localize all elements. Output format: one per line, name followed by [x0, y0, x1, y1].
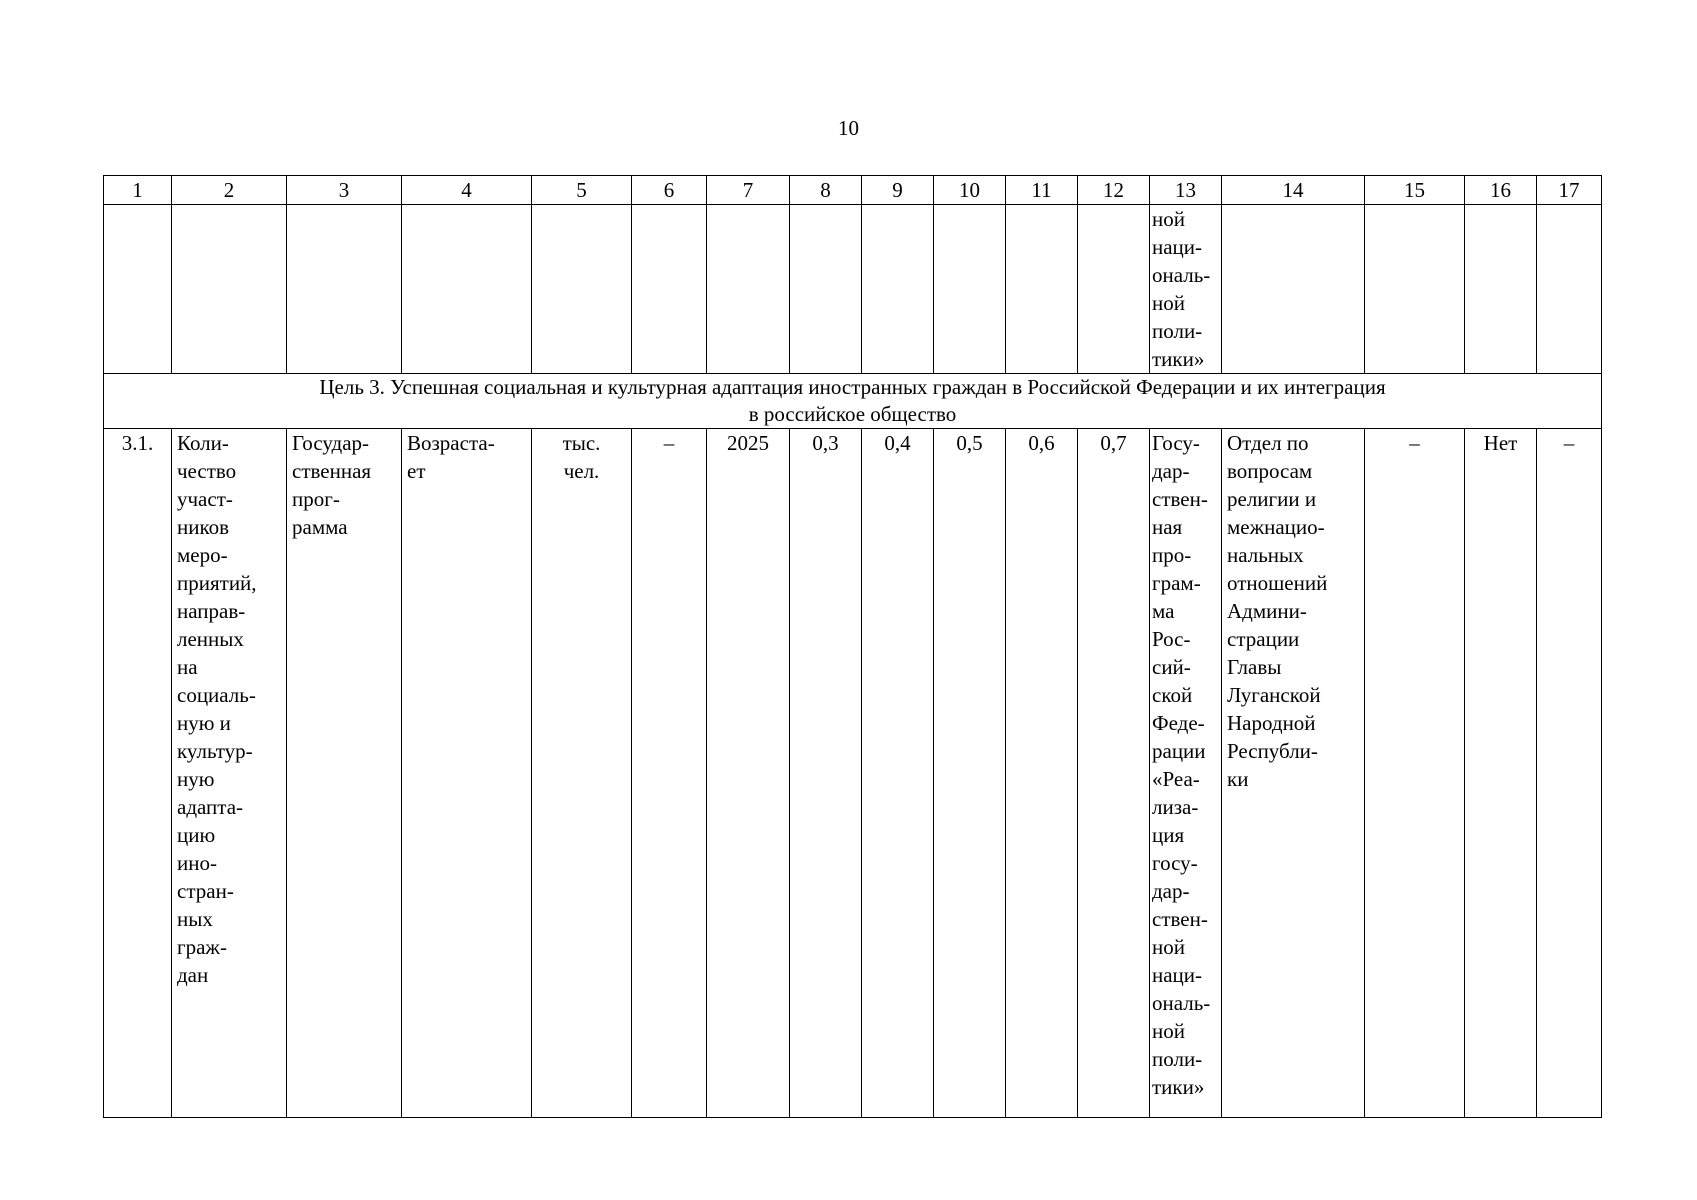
text-line: Народной: [1227, 711, 1316, 735]
text-line: дар-: [1152, 879, 1190, 903]
table-cell: [104, 205, 172, 374]
responsible-body: [1222, 429, 1365, 1118]
column-number: 14: [1222, 176, 1365, 205]
text-line: страции: [1227, 627, 1300, 651]
text-line: госу-: [1152, 851, 1198, 875]
text-line: меро-: [177, 543, 228, 567]
indicator-type: [287, 429, 402, 1118]
table-cell: [287, 205, 402, 374]
column-number: 17: [1537, 176, 1602, 205]
column-number: 4: [402, 176, 532, 205]
text-line: ная: [1152, 515, 1183, 539]
text-line: ствен-: [1152, 907, 1208, 931]
value-col12: 0,7: [1078, 429, 1150, 1118]
text-line: ленных: [177, 627, 244, 651]
column-number: 9: [862, 176, 934, 205]
text-line: ма: [1152, 599, 1175, 623]
text-line: ональ-: [1152, 991, 1211, 1015]
value-col16: Нет: [1465, 429, 1537, 1118]
column-number: 7: [707, 176, 790, 205]
text-line: ствен-: [1152, 487, 1208, 511]
text-line: социаль-: [177, 683, 256, 707]
table-cell: [934, 205, 1006, 374]
table-cell: [862, 205, 934, 374]
goal-line-1: Цель 3. Успешная социальная и культурная адаптация иностранных граждан в Российской Федерации и их интеграция: [319, 375, 1386, 399]
text-line: грам-: [1152, 571, 1201, 595]
text-line: дар-: [1152, 459, 1190, 483]
table-row: [104, 429, 1602, 1118]
text-line: ной: [1152, 935, 1185, 959]
continuation-document-cell: [1150, 205, 1222, 374]
indicator-unit: [532, 429, 632, 1118]
text-line: рамма: [292, 515, 348, 539]
text-line: рации: [1152, 739, 1206, 763]
text-line: прог-: [292, 487, 340, 511]
base-value: –: [632, 429, 707, 1118]
text-line: ственная: [292, 459, 372, 483]
column-number: 2: [172, 176, 287, 205]
table-cell: [1465, 205, 1537, 374]
text-line: отношений: [1227, 571, 1328, 595]
value-col15: –: [1365, 429, 1465, 1118]
value-col17: –: [1537, 429, 1602, 1118]
text-line: Луганской: [1227, 683, 1321, 707]
text-line: поли-: [1152, 1047, 1203, 1071]
continuation-row: [104, 205, 1602, 374]
indicators-table: [103, 175, 1602, 1118]
table-cell: [1222, 205, 1365, 374]
value-col10: 0,5: [934, 429, 1006, 1118]
text-line: Республи-: [1227, 739, 1318, 763]
text-line: чество: [177, 459, 237, 483]
text-line: Главы: [1227, 655, 1282, 679]
document-reference: [1150, 429, 1222, 1118]
text-line: межнацио-: [1227, 515, 1325, 539]
text-line: ет: [407, 459, 426, 483]
value-col8: 0,3: [790, 429, 862, 1118]
text-line: ников: [177, 515, 230, 539]
column-number: 1: [104, 176, 172, 205]
table-cell: [790, 205, 862, 374]
table-cell: [172, 205, 287, 374]
indicator-number: 3.1.: [104, 429, 172, 1118]
column-number: 11: [1006, 176, 1078, 205]
column-number: 10: [934, 176, 1006, 205]
text-line: приятий,: [177, 571, 257, 595]
indicator-trend: [402, 429, 532, 1118]
text-line: чел.: [563, 459, 600, 483]
column-number: 12: [1078, 176, 1150, 205]
column-number-row: [104, 176, 1602, 205]
text-line: тики»: [1152, 347, 1205, 371]
text-line: Возраста-: [407, 431, 495, 455]
goal-row: [104, 374, 1602, 429]
text-line: религии и: [1227, 487, 1317, 511]
text-line: «Реа-: [1152, 767, 1200, 791]
table-cell: [532, 205, 632, 374]
table-cell: [632, 205, 707, 374]
text-line: нальных: [1227, 543, 1304, 567]
base-year: 2025: [707, 429, 790, 1118]
text-line: стран-: [177, 879, 234, 903]
text-line: Отдел по: [1227, 431, 1309, 455]
column-number: 8: [790, 176, 862, 205]
column-number: 5: [532, 176, 632, 205]
table-cell: [707, 205, 790, 374]
text-line: лиза-: [1152, 795, 1199, 819]
column-number: 6: [632, 176, 707, 205]
goal-heading: [104, 374, 1602, 429]
text-line: ную: [177, 767, 215, 791]
value-col11: 0,6: [1006, 429, 1078, 1118]
text-line: про-: [1152, 543, 1192, 567]
text-line: Коли-: [177, 431, 229, 455]
text-line: вопросам: [1227, 459, 1313, 483]
text-line: адапта-: [177, 795, 244, 819]
goal-line-2: в российское общество: [748, 402, 957, 426]
column-number: 13: [1150, 176, 1222, 205]
text-line: цию: [177, 823, 216, 847]
text-line: сий-: [1152, 655, 1191, 679]
indicator-name: [172, 429, 287, 1118]
text-line: тики»: [1152, 1075, 1205, 1099]
text-line: ную и: [177, 711, 231, 735]
column-number: 16: [1465, 176, 1537, 205]
text-line: ональ-: [1152, 263, 1211, 287]
text-line: на: [177, 655, 198, 679]
text-line: граж-: [177, 935, 227, 959]
value-col9: 0,4: [862, 429, 934, 1118]
text-line: ки: [1227, 767, 1249, 791]
column-number: 15: [1365, 176, 1465, 205]
text-line: дан: [177, 963, 209, 987]
text-line: культур-: [177, 739, 253, 763]
text-line: наци-: [1152, 963, 1203, 987]
text-line: ной: [1152, 291, 1185, 315]
table-cell: [1078, 205, 1150, 374]
text-line: Госу-: [1152, 431, 1200, 455]
text-line: ино-: [177, 851, 217, 875]
text-line: ной: [1152, 1019, 1185, 1043]
text-line: участ-: [177, 487, 233, 511]
page-number: 10: [838, 116, 859, 140]
text-line: ция: [1152, 823, 1185, 847]
text-line: Админи-: [1227, 599, 1307, 623]
text-line: Феде-: [1152, 711, 1205, 735]
table-cell: [1365, 205, 1465, 374]
text-line: Государ-: [292, 431, 370, 455]
text-line: ской: [1152, 683, 1193, 707]
text-line: ных: [177, 907, 213, 931]
text-line: наци-: [1152, 235, 1203, 259]
text-line: поли-: [1152, 319, 1203, 343]
table-cell: [402, 205, 532, 374]
table-cell: [1006, 205, 1078, 374]
text-line: тыс.: [562, 431, 601, 455]
table-cell: [1537, 205, 1602, 374]
text-line: Рос-: [1152, 627, 1191, 651]
text-line: ной: [1152, 207, 1185, 231]
text-line: направ-: [177, 599, 246, 623]
column-number: 3: [287, 176, 402, 205]
